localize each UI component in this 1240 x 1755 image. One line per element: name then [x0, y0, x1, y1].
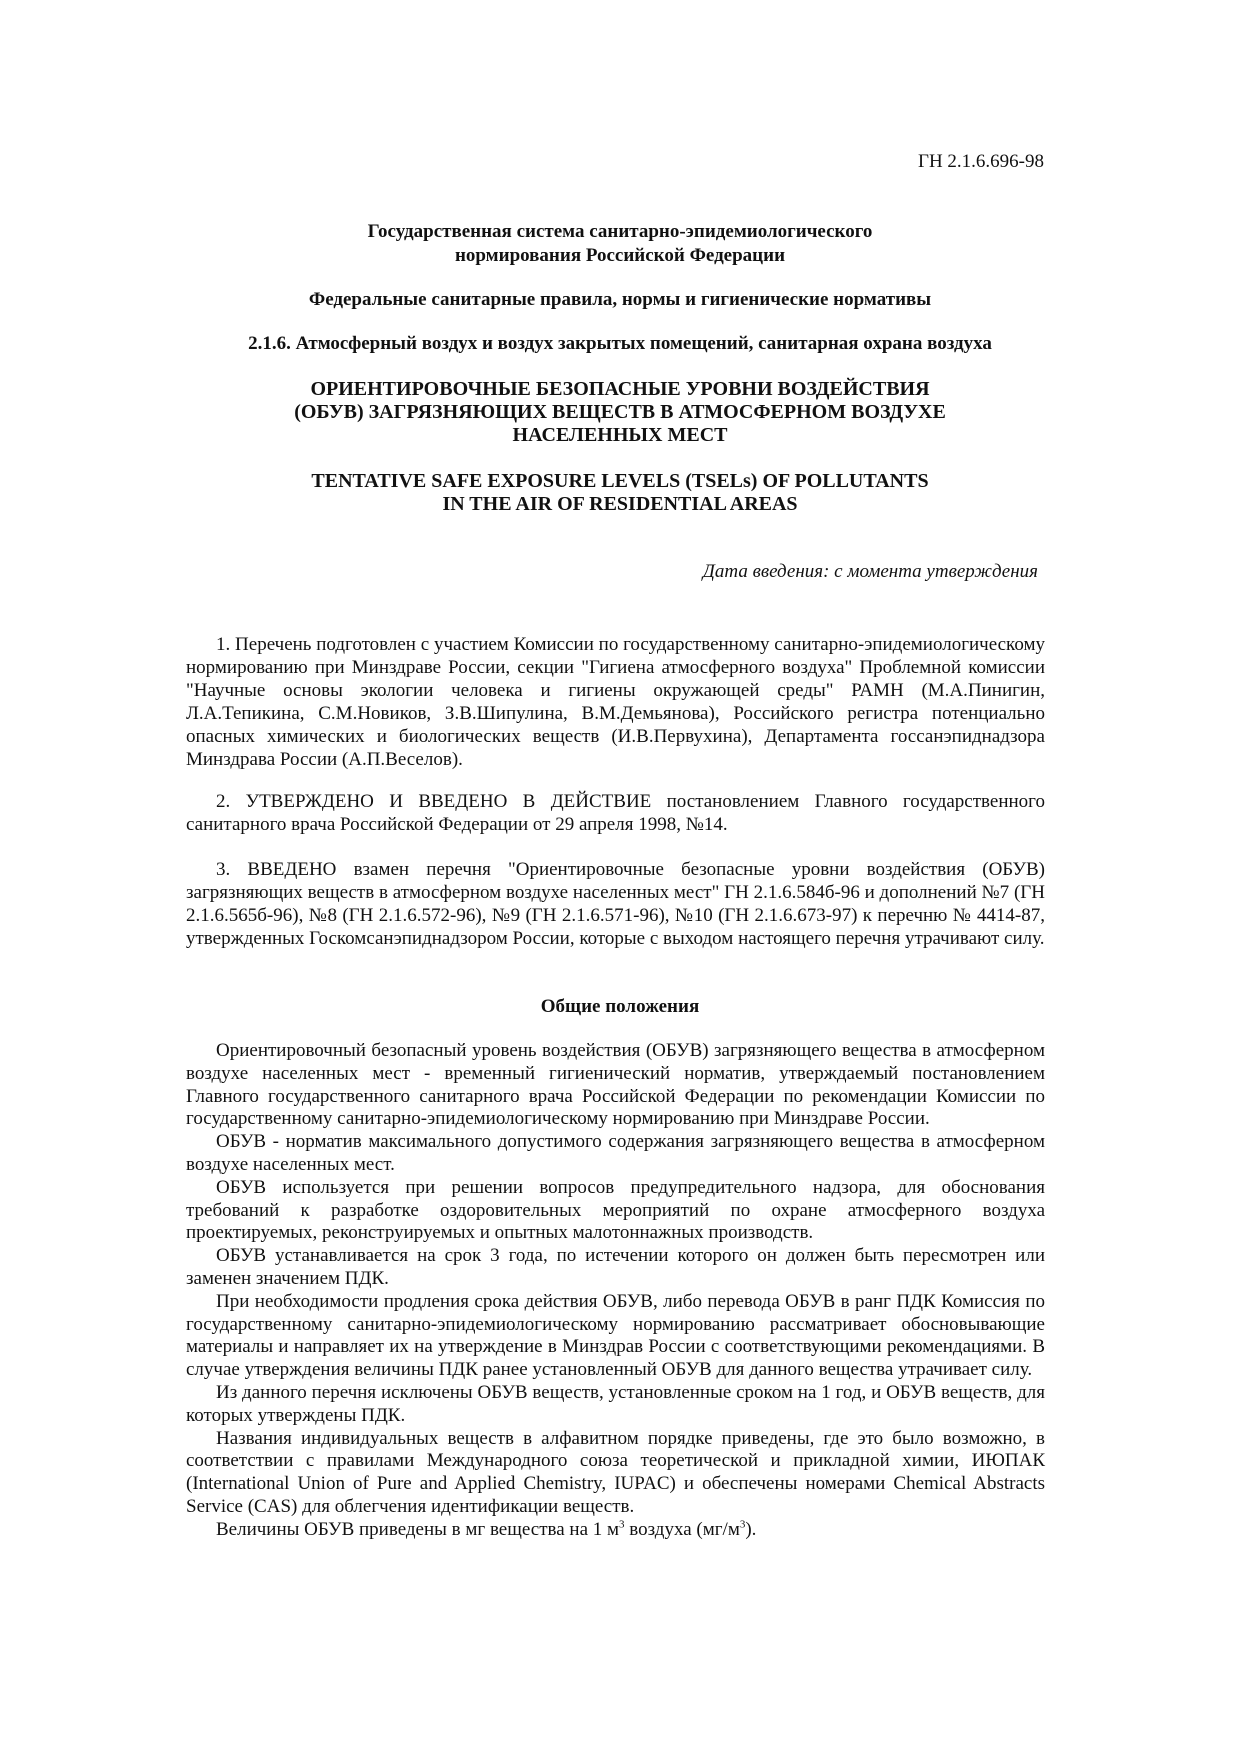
units-text-2: воздуха (мг/м — [624, 1518, 740, 1540]
paragraph-obuv-definition: Ориентировочный безопасный уровень воздействия (ОБУВ) загрязняющего вещества в атмосферном воздухе населенных мест - временный гигиенический норматив, утверждаемый постановлением Главного государственного санитарного врача Российской Федерации по рекомендации Комиссии по государственному санитарно-эпидемиологическому нормированию при Минздраве России. — [186, 1040, 1045, 1130]
paragraph-obuv-norm: ОБУВ - норматив максимального допустимого содержания загрязняющего вещества в атмосферном воздухе населенных мест. — [186, 1131, 1045, 1175]
paragraph-approved: 2. УТВЕРЖДЕНО И ВВЕДЕНО В ДЕЙСТВИЕ постановлением Главного государственного санитарного врача Российской Федерации от 29 апреля 1998, №14. — [186, 791, 1045, 835]
document-code: ГН 2.1.6.696-98 — [917, 151, 1044, 172]
general-provisions-heading: Общие положения — [540, 996, 700, 1017]
paragraph-obuv-usage: ОБУВ используется при решении вопросов предупредительного надзора, для обоснования требований к разработке оздоровительных мероприятий по охране атмосферного воздуха проектируемых, реконструируемых и опытных малотоннажных производств. — [186, 1176, 1045, 1244]
document-title-en: TENTATIVE SAFE EXPOSURE LEVELS (TSELs) OF POLLUTANTS IN THE AIR OF RESIDENTIAL AREAS — [311, 470, 929, 515]
paragraph-substance-names: Названия индивидуальных веществ в алфавитном порядке приведены, где это было возможно, в соответствии с правилами Международного союза теоретической и прикладной химии, ИЮПАК (International Union of Pure and Applied Chemistry, IUPAC) и обеспечены номерами Chemical Abstracts Service (CAS) для облегчения идентификации веществ. — [186, 1427, 1045, 1517]
paragraph-replaces: 3. ВВЕДЕНО взамен перечня "Ориентировочные безопасные уровни воздействия (ОБУВ) загрязняющих веществ в атмосферном воздухе населенных мест" ГН 2.1.6.584б-96 и дополнений №7 (ГН 2.1.6.565б-96), №8 (ГН 2.1.6.572-96), №9 (ГН 2.1.6.571-96), №10 (ГН 2.1.6.673-97) к перечню № 4414-87, утвержденных Госкомсанэпиднадзором России, которые с выходом настоящего перечня утрачивают силу. — [186, 859, 1045, 949]
effective-date: Дата введения: с момента утверждения — [702, 561, 1038, 582]
paragraph-obuv-extension: При необходимости продления срока действия ОБУВ, либо перевода ОБУВ в ранг ПДК Комиссия по государственному санитарно-эпидемиологическому нормированию рассматривает обосновывающие материалы и направляет их на утверждение в Минздрав России с соответствующими рекомендациями. В случае утверждения величины ПДК ранее установленный ОБУВ для данного вещества утрачивает силу. — [186, 1290, 1045, 1381]
paragraph-obuv-excluded: Из данного перечня исключены ОБУВ веществ, установленные сроком на 1 год, и ОБУВ веществ, для которых утверждены ПДК. — [186, 1381, 1045, 1426]
general-provisions-body — [186, 1040, 1045, 1542]
system-title: Государственная система санитарно-эпидемиологического нормирования Российской Федерации — [367, 221, 873, 266]
document-title-ru: ОРИЕНТИРОВОЧНЫЕ БЕЗОПАСНЫЕ УРОВНИ ВОЗДЕЙСТВИЯ (ОБУВ) ЗАГРЯЗНЯЮЩИХ ВЕЩЕСТВ В АТМОСФЕРНОМ ВОЗДУХЕ НАСЕЛЕННЫХ МЕСТ — [294, 378, 946, 446]
units-superscript-1: 3 — [619, 1518, 625, 1531]
units-text-3: ). — [745, 1518, 757, 1540]
federal-rules-heading: Федеральные санитарные правила, нормы и гигиенические нормативы — [308, 289, 932, 310]
units-text-1: Величины ОБУВ приведены в мг вещества на 1 м — [216, 1518, 620, 1540]
paragraph-units — [186, 1519, 1045, 1542]
paragraph-prepared-by: 1. Перечень подготовлен с участием Комиссии по государственному санитарно-эпидемиологическому нормированию при Минздраве России, секции "Гигиена атмосферного воздуха" Проблемной комиссии "Научные основы экологии человека и гигиены окружающей среды" РАМН (М.А.Пинигин, Л.А.Тепикина, С.М.Новиков, З.В.Шипулина, В.М.Демьянова), Российского регистра потенциально опасных химических и биологических веществ (И.В.Первухина), Департамента госсанэпиднадзора Минздрава России (А.П.Веселов). — [186, 634, 1045, 770]
section-heading: 2.1.6. Атмосферный воздух и воздух закрытых помещений, санитарная охрана воздуха — [248, 333, 992, 354]
paragraph-obuv-term: ОБУВ устанавливается на срок 3 года, по истечении которого он должен быть пересмотрен или заменен значением ПДК. — [186, 1245, 1045, 1289]
units-superscript-2: 3 — [739, 1518, 746, 1531]
